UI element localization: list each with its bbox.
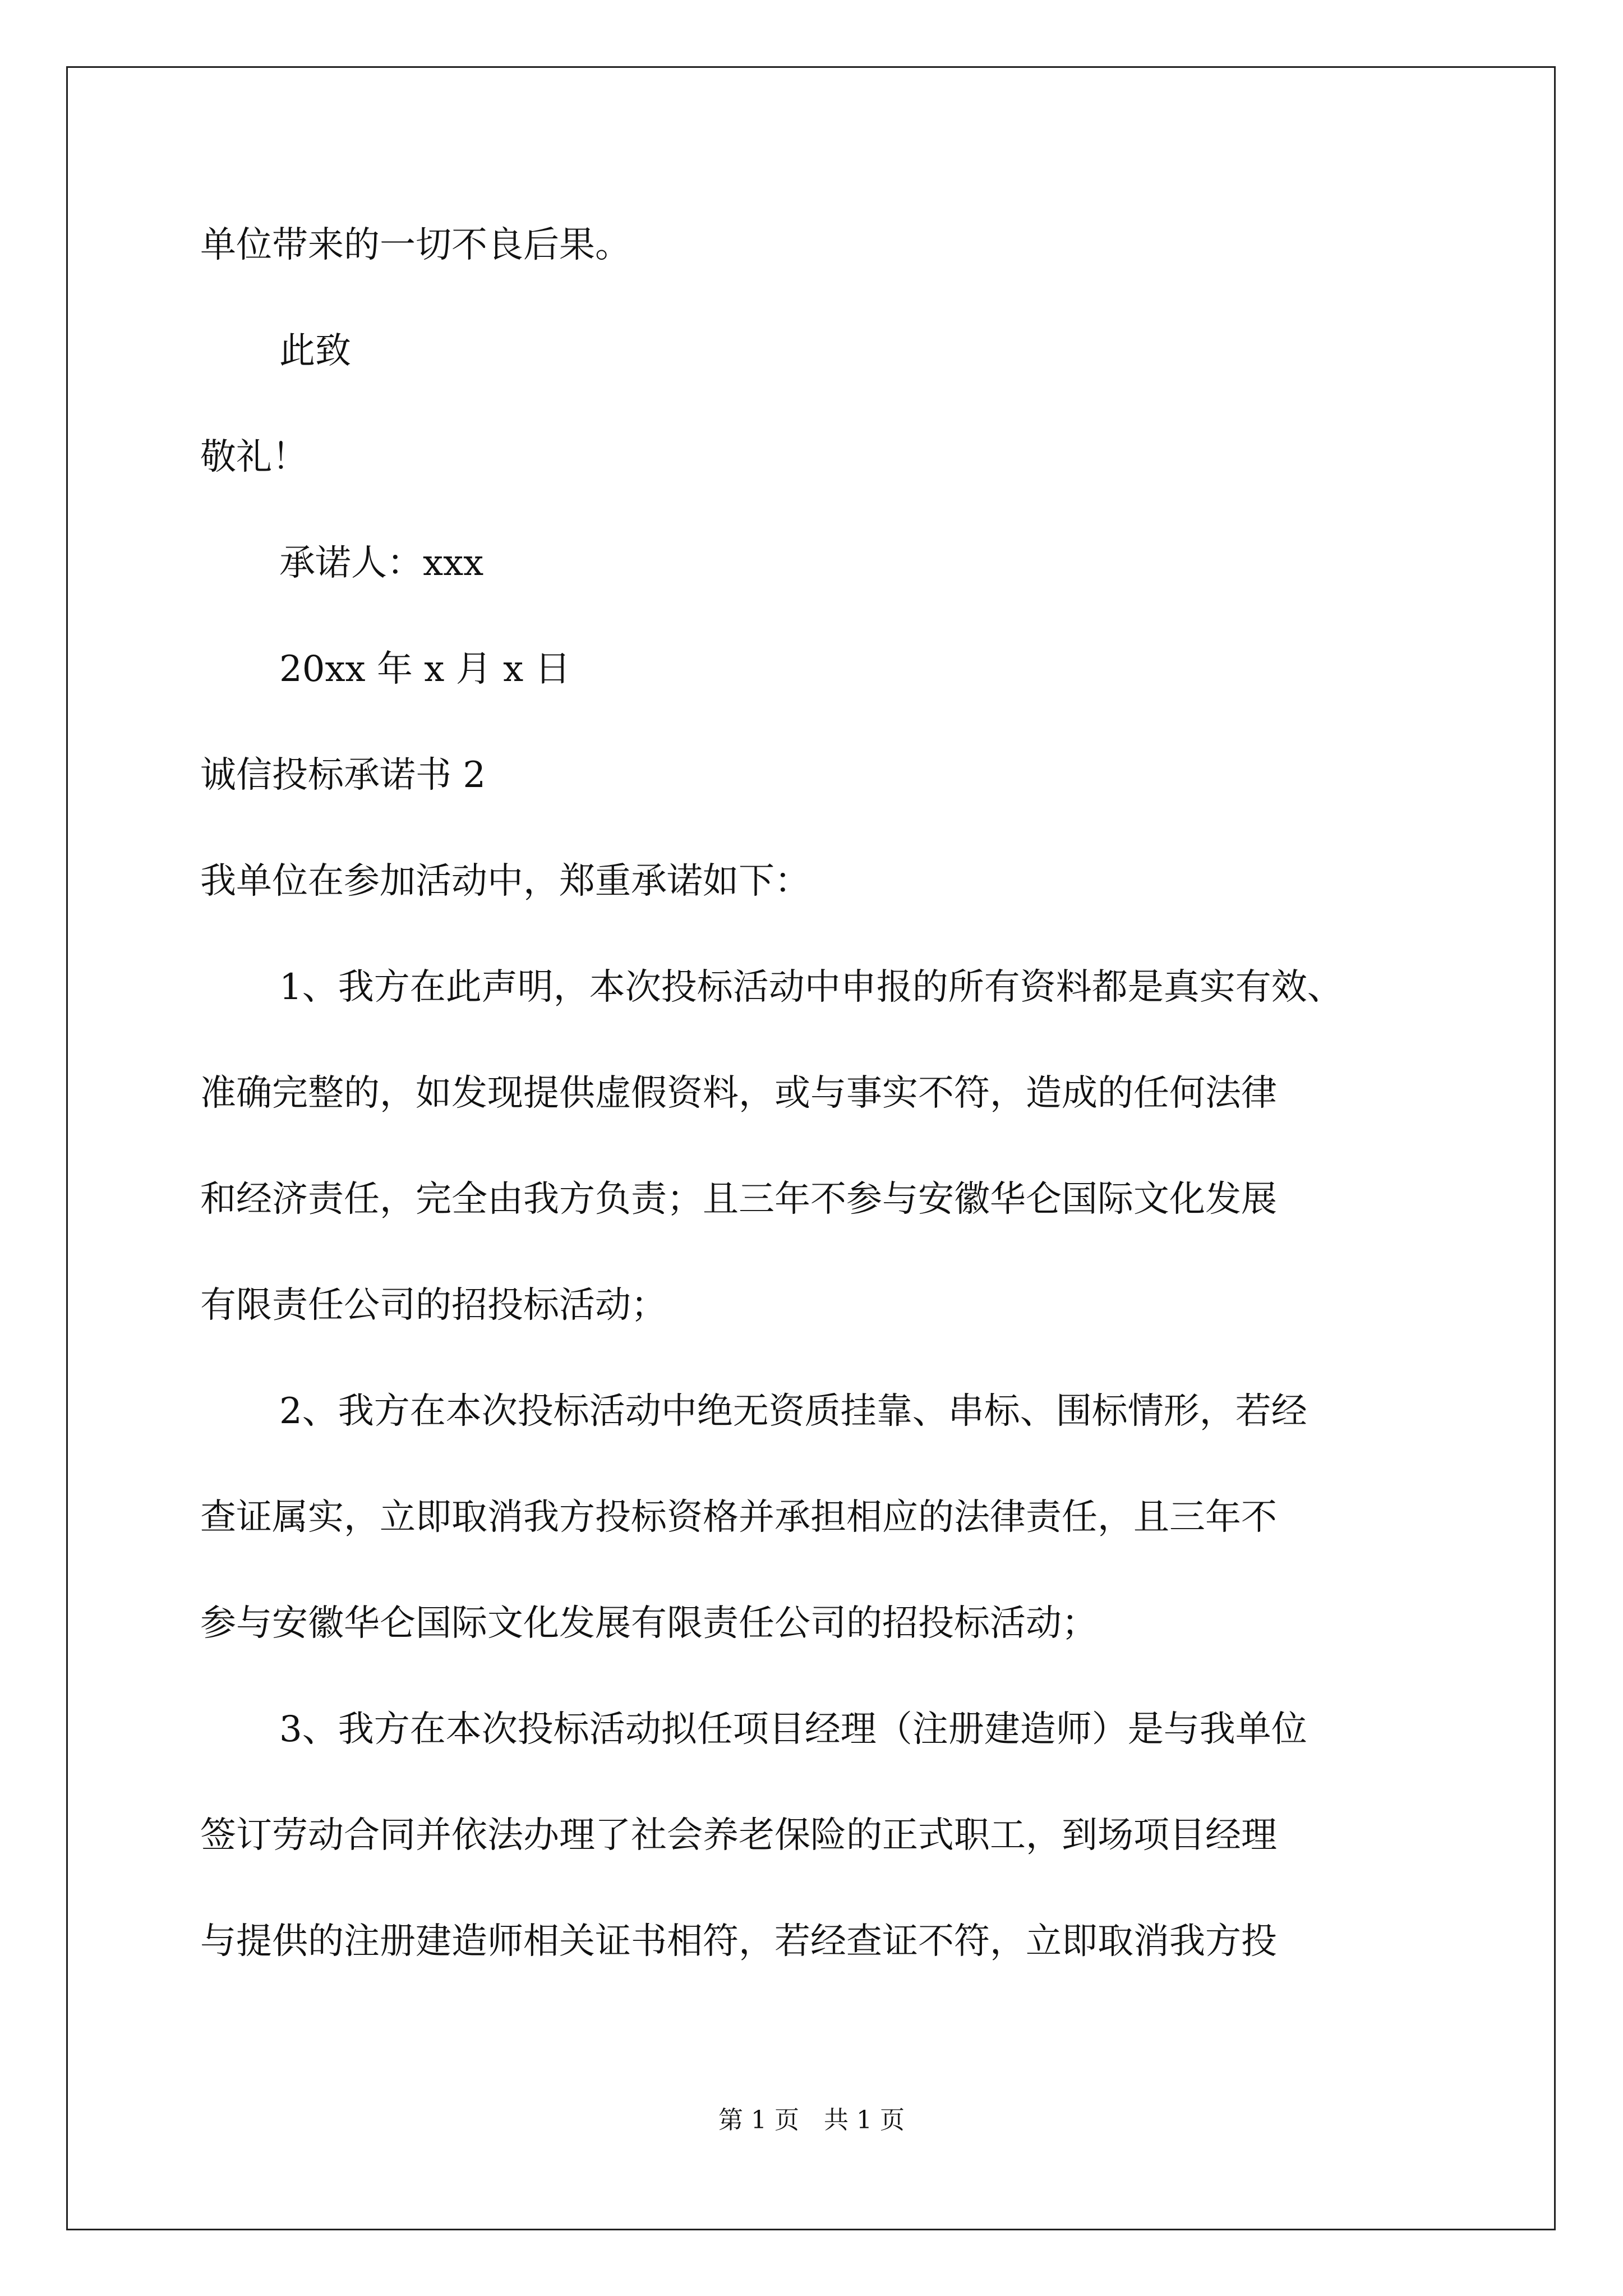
clause-2-line-3: 参与安徽华仑国际文化发展有限责任公司的招投标活动； [200, 1603, 1098, 1644]
clause-3-line-1: 3、我方在本次投标活动拟任项目经理（注册建造师）是与我单位 [279, 1709, 1307, 1750]
clause-1-line-2: 准确完整的，如发现提供虚假资料，或与事实不符，造成的任何法律 [200, 1073, 1277, 1114]
date-line: 20xx 年 x 月 x 日 [279, 648, 571, 690]
signatory-line: 承诺人：xxx [279, 542, 484, 584]
closing-line: 单位带来的一切不良后果。 [200, 224, 631, 266]
salutation-line: 此致 [279, 330, 351, 372]
clause-3-line-3: 与提供的注册建造师相关证书相符，若经查证不符，立即取消我方投 [200, 1921, 1277, 1962]
clause-1-line-1: 1、我方在此声明，本次投标活动中申报的所有资料都是真实有效、 [279, 967, 1343, 1008]
page-footer [0, 2108, 1623, 2133]
intro-line: 我单位在参加活动中，郑重承诺如下： [200, 861, 810, 902]
clause-1-line-4: 有限责任公司的招投标活动； [200, 1285, 667, 1326]
page-total: 共 1 页 [824, 2106, 905, 2134]
regards-line: 敬礼！ [200, 436, 308, 478]
clause-3-line-2: 签订劳动合同并依法办理了社会养老保险的正式职工，到场项目经理 [200, 1815, 1277, 1856]
page-border [66, 66, 1556, 2230]
page-number: 第 1 页 [718, 2106, 799, 2134]
clause-1-line-3: 和经济责任，完全由我方负责；且三年不参与安徽华仑国际文化发展 [200, 1179, 1277, 1220]
clause-2-line-2: 查证属实，立即取消我方投标资格并承担相应的法律责任，且三年不 [200, 1497, 1277, 1538]
clause-2-line-1: 2、我方在本次投标活动中绝无资质挂靠、串标、围标情形，若经 [279, 1391, 1307, 1432]
section-title: 诚信投标承诺书 2 [200, 754, 486, 796]
